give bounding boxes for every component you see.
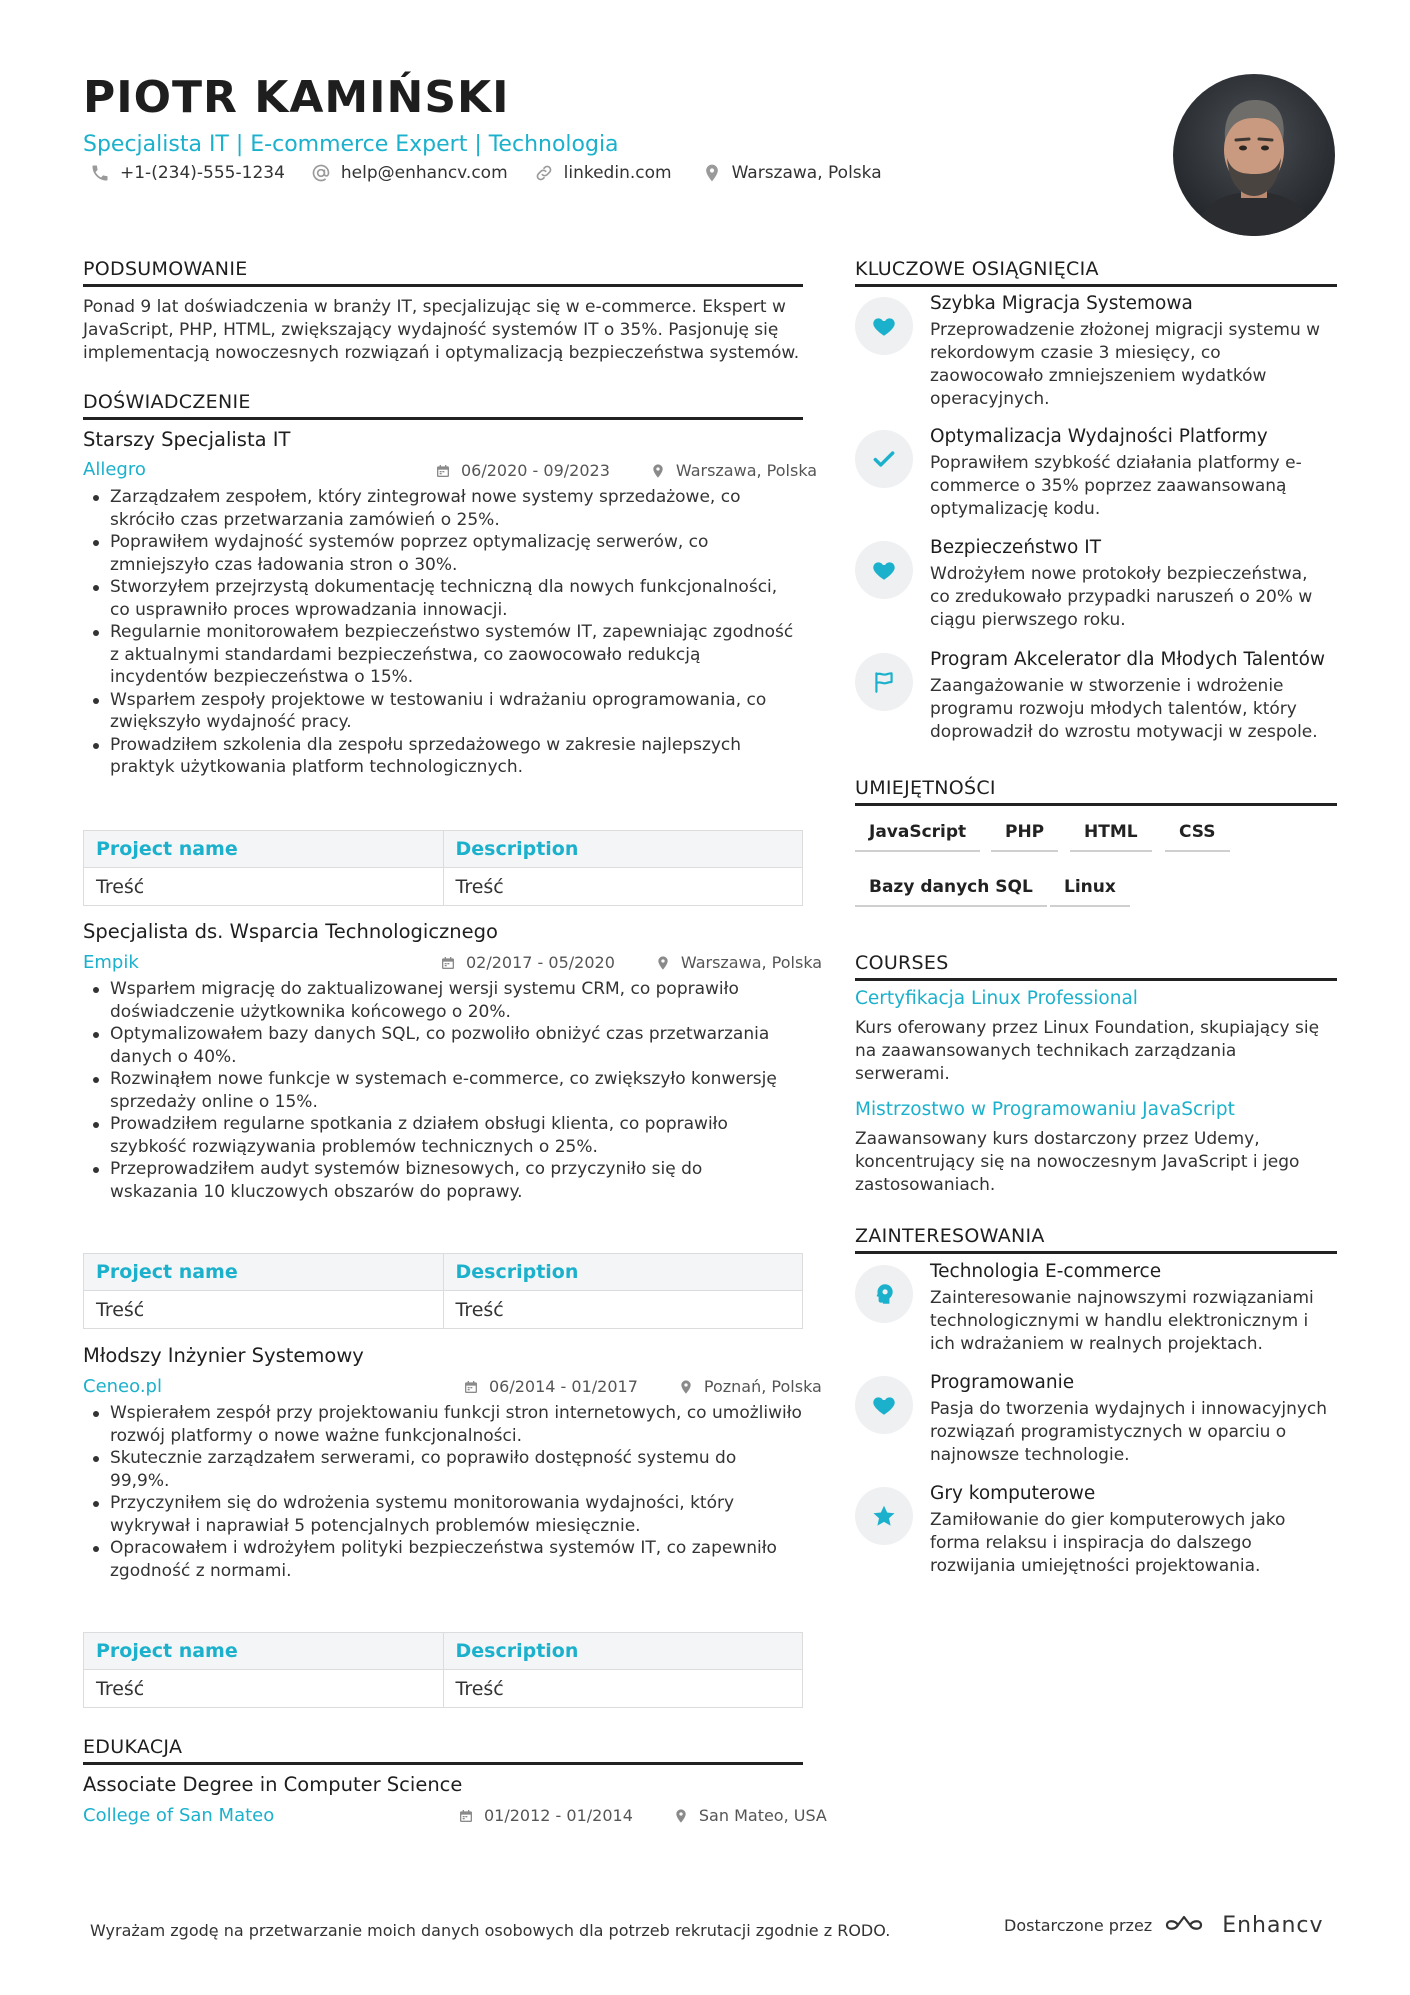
heart-icon <box>855 297 913 355</box>
contact-phone[interactable] <box>90 163 285 183</box>
table-cell: Treść <box>84 868 444 906</box>
job-meta <box>463 1377 822 1396</box>
summary-line: JavaScript, PHP, HTML, zwiększający wydajność systemów IT o 35%. Pasjonuję się <box>83 320 779 340</box>
bullet-item: Przeprowadziłem audyt systemów biznesowych, co przyczyniło się do wskazania 10 kluczowych obszarów do poprawy. <box>83 1158 803 1203</box>
job-bullets <box>83 1402 803 1582</box>
job-bullets <box>83 978 803 1203</box>
job-bullets <box>83 486 803 779</box>
course-title[interactable]: Certyfikacja Linux Professional <box>855 988 1138 1009</box>
achievement-description: Zaangażowanie w stworzenie i wdrożenie programu rozwoju młodych talentów, który doprowadził do wzrostu motywacji w zespole. <box>930 676 1318 742</box>
check-icon <box>855 430 913 488</box>
interest-description: Zainteresowanie najnowszymi rozwiązaniami technologicznymi w handlu elektronicznym i ich wdrażaniem w realnych projektach. <box>930 1288 1314 1354</box>
contact-email[interactable] <box>311 163 508 183</box>
bullet-item: Poprawiłem wydajność systemów poprzez optymalizację serwerów, co zmniejszyło czas ładowania stron o 30%. <box>83 531 803 576</box>
bullet-item: Zarządzałem zespołem, który zintegrował nowe systemy sprzedażowe, co skróciło czas przetwarzania zamówień o 25%. <box>83 486 803 531</box>
interest-description: Pasja do tworzenia wydajnych i innowacyjnych rozwiązań programistycznych w oparciu o najnowsze technologie. <box>930 1399 1328 1465</box>
job-title: Młodszy Inżynier Systemowy <box>83 1344 364 1367</box>
bullet-item: Stworzyłem przejrzystą dokumentację techniczną dla nowych funkcjonalności, co usprawniło proces wprowadzania innowacji. <box>83 576 803 621</box>
project-table <box>83 830 803 906</box>
table-header-description: Description <box>443 1633 803 1670</box>
table-header-project: Project name <box>84 1633 444 1670</box>
job-location: Warszawa, Polska <box>680 953 823 972</box>
job-location: Warszawa, Polska <box>675 461 818 480</box>
location-text: Warszawa, Polska <box>731 163 882 183</box>
job-dates: 06/2014 - 01/2017 <box>489 1377 638 1396</box>
achievement-title: Szybka Migracja Systemowa <box>930 293 1193 314</box>
skill-tag: HTML <box>1070 822 1152 852</box>
bullet-item: Przyczyniłem się do wdrożenia systemu monitorowania wydajności, który wykrywał i naprawiał 5 potencjalnych problemów miesięcznie. <box>83 1492 803 1537</box>
interest-title: Technologia E-commerce <box>930 1261 1162 1282</box>
bullet-item: Rozwinąłem nowe funkcje w systemach e-commerce, co zwiększyło konwersję sprzedaży online o 15%. <box>83 1068 803 1113</box>
table-cell: Treść <box>443 868 803 906</box>
job-dates: 02/2017 - 05/2020 <box>466 953 615 972</box>
skill-tag: CSS <box>1165 822 1230 852</box>
location-pin-icon <box>655 955 671 971</box>
table-header-description: Description <box>443 831 803 868</box>
achievement-description: Poprawiłem szybkość działania platformy e- commerce o 35% poprzez zaawansowaną optymalizację kodu. <box>930 453 1302 519</box>
section-title-skills: UMIEJĘTNOŚCI <box>855 777 1337 806</box>
bullet-item: Skutecznie zarządzałem serwerami, co poprawiło dostępność systemu do 99,9%. <box>83 1447 803 1492</box>
skill-tag: Linux <box>1050 877 1130 907</box>
achievement-description: Przeprowadzenie złożonej migracji systemu w rekordowym czasie 3 miesięcy, co zaowocowało zmniejszeniem wydatków operacyjnych. <box>930 320 1321 409</box>
calendar-icon <box>440 955 456 971</box>
skill-tag: PHP <box>991 822 1058 852</box>
table-header-project: Project name <box>84 831 444 868</box>
link-icon <box>534 163 554 183</box>
table-cell: Treść <box>443 1670 803 1708</box>
interest-title: Gry komputerowe <box>930 1483 1096 1504</box>
summary-line: Ponad 9 lat doświadczenia w branży IT, specjalizując się w e-commerce. Ekspert w <box>83 297 786 317</box>
heart-icon <box>855 541 913 599</box>
course-title[interactable]: Mistrzostwo w Programowaniu JavaScript <box>855 1099 1235 1120</box>
education-dates: 01/2012 - 01/2014 <box>484 1806 633 1825</box>
bullet-item: Opracowałem i wdrożyłem polityki bezpieczeństwa systemów IT, co zapewniło zgodność z normami. <box>83 1537 803 1582</box>
calendar-icon <box>458 1808 474 1824</box>
job-meta <box>435 461 817 480</box>
company-name[interactable]: Ceneo.pl <box>83 1376 162 1397</box>
location-pin-icon <box>673 1808 689 1824</box>
job-title: Specjalista ds. Wsparcia Technologicznego <box>83 920 498 943</box>
table-cell: Treść <box>84 1291 444 1329</box>
achievement-title: Optymalizacja Wydajności Platformy <box>930 426 1268 447</box>
summary-text <box>83 296 823 365</box>
location-pin-icon <box>650 463 666 479</box>
job-meta <box>440 953 822 972</box>
at-icon <box>311 163 331 183</box>
consent-text: Wyrażam zgodę na przetwarzanie moich danych osobowych dla potrzeb rekrutacji zgodnie z RODO. <box>90 1921 891 1940</box>
company-name[interactable]: Empik <box>83 952 139 973</box>
job-location: Poznań, Polska <box>703 1377 822 1396</box>
contact-location <box>702 163 882 183</box>
candidate-name: PIOTR KAMIŃSKI <box>83 72 510 123</box>
section-title-summary: PODSUMOWANIE <box>83 258 803 287</box>
bullet-item: Prowadziłem regularne spotkania z działem obsługi klienta, co poprawiło szybkość rozwiązywania problemów technicznych o 25%. <box>83 1113 803 1158</box>
section-title-courses: COURSES <box>855 952 1337 981</box>
enhancv-logo-icon <box>1164 1912 1210 1938</box>
achievement-title: Bezpieczeństwo IT <box>930 537 1102 558</box>
email-text: help@enhancv.com <box>340 163 508 183</box>
footer-branding <box>1004 1912 1324 1938</box>
bullet-item: Wspierałem zespół przy projektowaniu funkcji stron internetowych, co umożliwiło rozwój platformy o nowe ważne funkcjonalności. <box>83 1402 803 1447</box>
degree-title: Associate Degree in Computer Science <box>83 1773 463 1796</box>
bullet-item: Wsparłem migrację do zaktualizowanej wersji systemu CRM, co poprawiło doświadczenie użytkownika końcowego o 20%. <box>83 978 803 1023</box>
education-meta <box>458 1806 827 1825</box>
school-name[interactable]: College of San Mateo <box>83 1805 275 1826</box>
heart-icon <box>855 1376 913 1434</box>
project-table <box>83 1632 803 1708</box>
course-description: Kurs oferowany przez Linux Foundation, skupiający się na zaawansowanych technikach zarządzania serwerami. <box>855 1018 1320 1084</box>
interest-title: Programowanie <box>930 1372 1075 1393</box>
skill-tag: JavaScript <box>855 822 980 852</box>
bullet-item: Optymalizowałem bazy danych SQL, co pozwoliło obniżyć czas przetwarzania danych o 40%. <box>83 1023 803 1068</box>
calendar-icon <box>435 463 451 479</box>
phone-text: +1-(234)-555-1234 <box>120 163 285 183</box>
summary-line: implementacją nowoczesnych rozwiązań i optymalizacją bezpieczeństwa systemów. <box>83 343 800 363</box>
linkedin-text: linkedin.com <box>563 163 672 183</box>
table-cell: Treść <box>443 1291 803 1329</box>
project-table <box>83 1253 803 1329</box>
contact-row <box>90 163 882 183</box>
company-name[interactable]: Allegro <box>83 459 146 480</box>
bullet-item: Prowadziłem szkolenia dla zespołu sprzedażowego w zakresie najlepszych praktyk użytkowania platform technologicznych. <box>83 734 803 779</box>
bullet-item: Wsparłem zespoły projektowe w testowaniu i wdrażaniu oprogramowania, co zwiększyło wydajność pracy. <box>83 689 803 734</box>
brain-icon <box>855 1265 913 1323</box>
achievement-title: Program Akcelerator dla Młodych Talentów <box>930 649 1326 670</box>
education-location: San Mateo, USA <box>698 1806 827 1825</box>
contact-linkedin[interactable] <box>534 163 672 183</box>
table-header-project: Project name <box>84 1254 444 1291</box>
location-pin-icon <box>678 1379 694 1395</box>
avatar <box>1173 74 1335 236</box>
table-cell: Treść <box>84 1670 444 1708</box>
location-pin-icon <box>702 163 722 183</box>
skill-tag: Bazy danych SQL <box>855 877 1047 907</box>
section-title-interests: ZAINTERESOWANIA <box>855 1225 1337 1254</box>
calendar-icon <box>463 1379 479 1395</box>
powered-by-label: Dostarczone przez <box>1004 1915 1153 1935</box>
flag-icon <box>855 653 913 711</box>
course-description: Zaawansowany kurs dostarczony przez Udemy, koncentrujący się na nowoczesnym JavaScript i jego zastosowaniach. <box>855 1129 1300 1195</box>
star-icon <box>855 1487 913 1545</box>
bullet-item: Regularnie monitorowałem bezpieczeństwo systemów IT, zapewniając zgodność z aktualnymi standardami bezpieczeństwa, co zaowocowało redukcją incydentów bezpieczeństwa o 15%. <box>83 621 803 689</box>
section-title-experience: DOŚWIADCZENIE <box>83 391 803 420</box>
achievement-description: Wdrożyłem nowe protokoły bezpieczeństwa, co zredukowało przypadki naruszeń o 20% w ciągu pierwszego roku. <box>930 564 1313 630</box>
table-header-description: Description <box>443 1254 803 1291</box>
section-title-education: EDUKACJA <box>83 1736 803 1765</box>
job-dates: 06/2020 - 09/2023 <box>461 461 610 480</box>
job-title: Starszy Specjalista IT <box>83 428 291 451</box>
phone-icon <box>90 163 110 183</box>
brand-name[interactable]: Enhancv <box>1222 1912 1324 1938</box>
candidate-tagline: Specjalista IT | E-commerce Expert | Technologia <box>83 132 619 157</box>
section-title-achievements: KLUCZOWE OSIĄGNIĘCIA <box>855 258 1337 287</box>
interest-description: Zamiłowanie do gier komputerowych jako forma relaksu i inspiracja do dalszego rozwijania umiejętności projektowania. <box>930 1510 1286 1576</box>
